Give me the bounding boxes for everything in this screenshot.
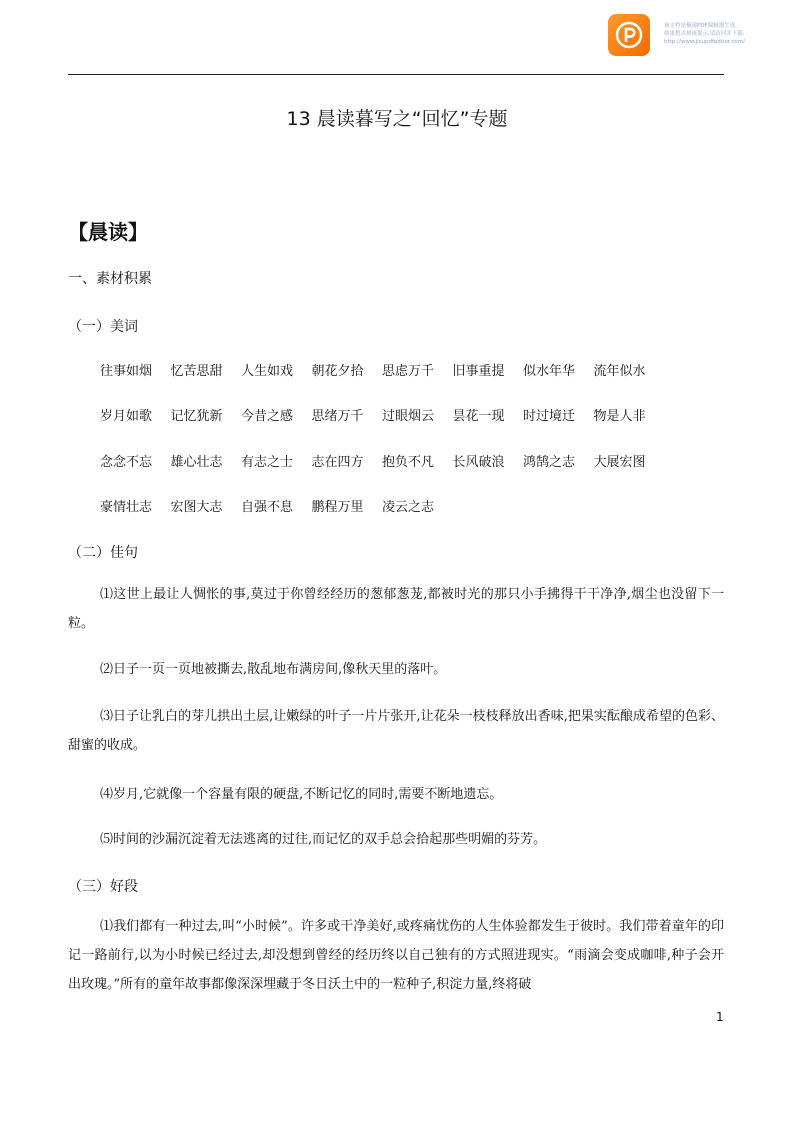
sentence-1: ⑴这世上最让人惆怅的事,莫过于你曾经经历的葱郁葱茏,都被时光的那只小手拂得干干净净,烟尘也没留下一粒。 [68, 587, 724, 631]
sentence-5: ⑸时间的沙漏沉淀着无法逃离的过往,而记忆的双手总会拾起那些明媚的芬芳。 [100, 832, 547, 847]
word: 今昔之感 [241, 409, 294, 424]
word: 物是人非 [593, 409, 646, 424]
word: 似水年华 [523, 364, 576, 379]
subheading-sentences: （二）佳句 [68, 545, 138, 561]
passage-1: ⑴我们都有一种过去,叫“小时候”。许多或干净美好,或疼痛忧伤的人生体验都发生于彼时。我们带着童年的印记一路前行,以为小时候已经过去,却没想到曾经的经历终以自己独有的方式照进现实。“雨滴会变成咖啡,种子会开出玫瑰。”所有的童年故事都像深深埋藏于冬日沃土中的一粒种子,积淀力量,终将破 [68, 919, 724, 992]
word: 自强不息 [241, 500, 294, 515]
word: 志在四方 [311, 455, 364, 470]
word-row-4 [100, 496, 453, 515]
word: 旧事重提 [452, 364, 505, 379]
sentence-4: ⑷岁月,它就像一个容量有限的硬盘,不断记忆的同时,需要不断地遗忘。 [100, 787, 503, 802]
word: 豪情壮志 [100, 500, 153, 515]
word: 宏图大志 [170, 500, 223, 515]
word: 岁月如歌 [100, 409, 153, 424]
editor-watermark [664, 22, 784, 46]
word: 抱负不凡 [382, 455, 435, 470]
word: 有志之士 [241, 455, 294, 470]
section-heading: 【晨读】 [68, 220, 148, 244]
word: 雄心壮志 [170, 455, 223, 470]
heading-material: 一、素材积累 [68, 271, 152, 287]
page-number: 1 [716, 1010, 724, 1024]
page-title: 13 晨读暮写之“回忆”专题 [286, 108, 508, 130]
word: 过眼烟云 [382, 409, 435, 424]
word: 朝花夕拾 [311, 364, 364, 379]
word: 忆苦思甜 [170, 364, 223, 379]
word-row-1 [100, 360, 664, 379]
sentence-3: ⑶日子让乳白的芽儿拱出土层,让嫩绿的叶子一片片张开,让花朵一枝枝释放出香味,把果实酝酿成希望的色彩、甜蜜的收成。 [68, 709, 724, 753]
word: 时过境迁 [523, 409, 576, 424]
word: 长风破浪 [452, 455, 505, 470]
subheading-words: （一）美词 [68, 319, 138, 335]
word-row-2 [100, 405, 664, 424]
pdf-editor-logo-icon [608, 14, 650, 56]
p-letter-icon [615, 21, 643, 49]
header-rule [68, 74, 724, 75]
watermark-link[interactable]: http://www.jisupdfeditor.com/ [664, 39, 745, 45]
word: 思绪万千 [311, 409, 364, 424]
subheading-passages: （三）好段 [68, 879, 138, 895]
watermark-line: 如果想去掉该提示,请访问并下载: [664, 31, 745, 37]
word: 念念不忘 [100, 455, 153, 470]
watermark-line: 该文档是极速PDF编辑器生成, [664, 23, 737, 29]
word: 大展宏图 [593, 455, 646, 470]
word: 鹏程万里 [311, 500, 364, 515]
word: 记忆犹新 [170, 409, 223, 424]
word: 流年似水 [593, 364, 646, 379]
word: 鸿鹄之志 [523, 455, 576, 470]
word-row-3 [100, 451, 664, 470]
word: 思虑万千 [382, 364, 435, 379]
word: 昙花一现 [452, 409, 505, 424]
word: 人生如戏 [241, 364, 294, 379]
sentence-2: ⑵日子一页一页地被撕去,散乱地布满房间,像秋天里的落叶。 [100, 662, 447, 677]
word: 往事如烟 [100, 364, 153, 379]
word: 凌云之志 [382, 500, 435, 515]
